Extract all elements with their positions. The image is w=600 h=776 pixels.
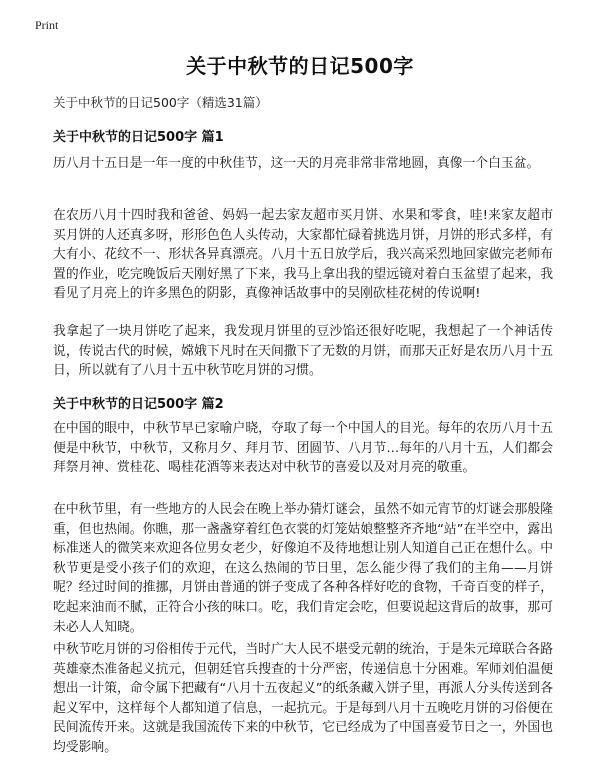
- paragraph: 在农历八月十四时我和爸爸、妈妈一起去家友超市买月饼、水果和零食，哇!来家友超市买月饼的人还真多呀，形形色色人头传动，大家都忙碌着挑选月饼，月饼的形式多样，有大有小、花纹不一、形状各异真漂亮。八月十五日放学后，我兴高采烈地回家做完老师布置的作业，吃完晚饭后天刚好黑了下来，我马上拿出我的望远镜对着白玉盆望了起来，我看见了月亮上的许多黑色的阴影，真像神话故事中的吴刚砍桂花树的传说啊!: [53, 208, 553, 302]
- paragraph: 在中国的眼中，中秋节早已家喻户晓，夺取了每一个中国人的目光。每年的农历八月十五便是中秋节，中秋节，又称月夕、拜月节、团圆节、八月节…每年的八月十五，人们都会拜祭月神、赏桂花、喝桂花酒等来表达对中秋节的喜爱以及对月亮的敬重。: [53, 421, 553, 476]
- section-heading-2: 关于中秋节的日记500字 篇2: [53, 397, 224, 412]
- paragraph: 我拿起了一块月饼吃了起来，我发现月饼里的豆沙馅还很好吃呢，我想起了一个神话传说，传说古代的时候，嫦娥下凡时在天间撒下了无数的月饼，而那天正好是农历八月十五日，所以就有了八月十五中秋节吃月饼的习惯。: [53, 324, 553, 379]
- paragraph: 在中秋节里，有一些地方的人民会在晚上举办猜灯谜会，虽然不如元宵节的灯谜会那般隆重，但也热闹。你瞧，那一盏盏穿着红色衣裳的灯笼姑娘整整齐齐地“站”在半空中，露出标准迷人的微笑来欢迎各位男女老少，好像迫不及待地想让别人知道自己正在想什么。中秋节更是受小孩子们的欢迎，在这么热闹的节日里，怎么能少得了我们的主角——月饼呢？经过时间的推挪，月饼由普通的饼子变成了各种各样好吃的食物，千奇百变的样子，吃起来油而不腻，正符合小孩的味口。吃，我们肯定会吃，但要说起这背后的故事，那可未必人人知晓。: [53, 502, 553, 635]
- paragraph: 中秋节吃月饼的习俗相传于元代，当时广大人民不堪受元朝的统治，于是朱元璋联合各路英雄豪杰准备起义抗元，但朝廷官兵搜查的十分严密，传递信息十分困难。军师刘伯温便想出一计策，命令属下把藏有“八月十五夜起义”的纸条藏入饼子里，再派人分头传送到各起义军中，这样每个人都知道了信息，一起抗元。于是每到八月十五晚吃月饼的习俗便在民间流传开来。这就是我国流传下来的中秋节，它已经成为了中国喜爱节日之一，外国也均受影响。: [53, 642, 553, 755]
- page-subtitle: 关于中秋节的日记500字（精选31篇）: [53, 95, 268, 110]
- print-link[interactable]: Print: [35, 18, 59, 32]
- paragraph: 历八月十五日是一年一度的中秋佳节，这一天的月亮非常非常地圆，真像一个白玉盆。: [53, 156, 540, 171]
- page-title: 关于中秋节的日记500字: [186, 54, 414, 78]
- section-heading-1: 关于中秋节的日记500字 篇1: [53, 130, 224, 145]
